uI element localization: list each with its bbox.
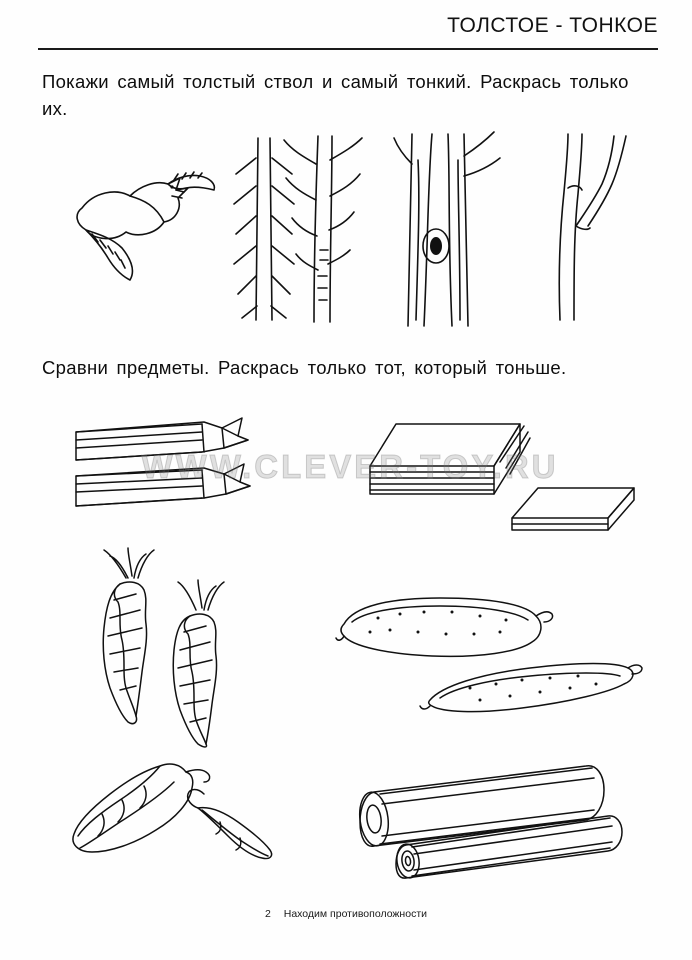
thin-pepper — [188, 790, 272, 859]
instruction-text-1: Покажи самый толстый ствол и самый тонкий. Раскрась только их. — [42, 71, 629, 119]
rolls-illustration — [330, 760, 640, 880]
carrot-left — [103, 548, 154, 724]
trees-illustration — [60, 130, 640, 330]
instruction-text-2: Сравни предметы. Раскрась только тот, который тоньше. — [42, 357, 567, 378]
thick-roll — [357, 766, 604, 848]
bird-icon — [77, 172, 214, 280]
watermark: WWW.CLEVER-TOY.RU — [141, 448, 559, 485]
pencil-upper — [76, 418, 248, 460]
peppers-illustration — [62, 760, 292, 880]
thin-trunk-1 — [234, 138, 294, 320]
header-divider — [38, 48, 658, 50]
thick-pepper — [73, 764, 210, 852]
thin-roll — [395, 816, 622, 879]
thick-book — [370, 424, 530, 494]
pencil-lower — [76, 464, 250, 506]
footer-label: Находим противоположности — [283, 908, 427, 920]
cucumbers-illustration — [330, 588, 650, 728]
birch-trunk — [284, 136, 362, 322]
page-footer — [0, 908, 692, 920]
pencils-illustration — [72, 414, 272, 534]
thick-trunk-with-hollow — [394, 132, 500, 326]
page-number: 2 — [264, 908, 271, 920]
page-title: ТОЛСТОЕ - ТОНКОЕ — [447, 14, 658, 37]
books-illustration — [352, 418, 642, 548]
thin-trunk-2 — [559, 134, 626, 320]
thick-cucumber — [336, 598, 553, 656]
page-header — [38, 14, 658, 54]
thin-cucumber — [420, 664, 642, 712]
thin-book — [512, 488, 634, 530]
carrots-illustration — [78, 548, 263, 748]
carrot-right — [173, 580, 224, 747]
